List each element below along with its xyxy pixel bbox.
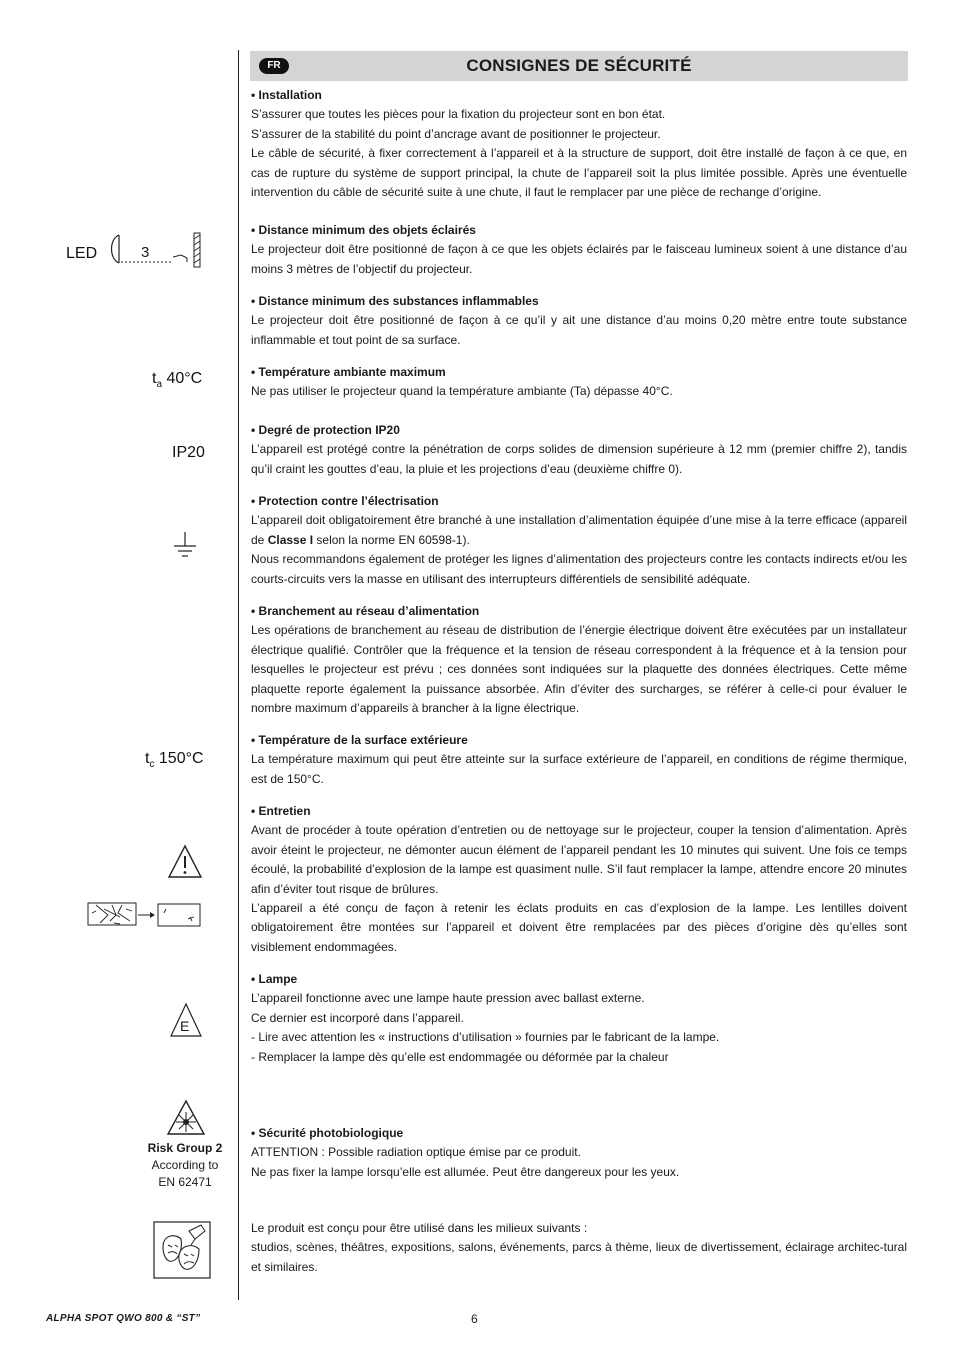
temperature-ambiante-section <box>251 363 907 402</box>
ground-icon <box>172 530 198 565</box>
photobiologique-section <box>251 1124 907 1182</box>
language-badge: FR <box>259 58 289 74</box>
risk-group-block <box>130 1140 240 1191</box>
usage-section <box>251 1219 907 1277</box>
distance-substances-section <box>251 292 907 350</box>
photobiologique-p1: ATTENTION : Possible radiation optique émise par ce produit. <box>251 1145 581 1160</box>
usage-p1: Le produit est conçu pour être utilisé dans les milieux suivants : <box>251 1221 588 1235</box>
section-header <box>250 51 908 81</box>
installation-title: • Installation <box>251 88 322 102</box>
degre-protection-title: • Degré de protection IP20 <box>251 423 400 437</box>
distance-substances-title: • Distance minimum des substances inflammables <box>251 294 539 308</box>
page-number: 6 <box>471 1312 478 1326</box>
distance-objets-p1: Le projecteur doit être positionné de façon à ce que les objets éclairés par le faisceau lumineux soient à une distance d’au moins 3 mètres de l’objectif du projecteur. <box>251 242 907 276</box>
risk-group-label: Risk Group 2 <box>147 1141 223 1155</box>
branchement-title: • Branchement au réseau d’alimentation <box>251 604 480 618</box>
led-label: LED <box>66 245 98 262</box>
temperature-ambiante-title: • Température ambiante maximum <box>251 365 446 379</box>
lampe-p1: L’appareil fonctionne avec une lampe haute pression avec ballast externe. <box>251 991 645 1006</box>
lens-replacement-icon <box>86 897 204 938</box>
installation-section <box>251 86 907 202</box>
theatre-masks-icon <box>153 1221 211 1284</box>
standard-label: EN 62471 <box>158 1175 212 1189</box>
installation-p2: S’assurer de la stabilité du point d’ancrage avant de positionner le projecteur. <box>251 126 661 141</box>
temperature-surface-title: • Température de la surface extérieure <box>251 733 468 747</box>
entretien-p2: L’appareil a été conçu de façon à retenir les éclats produits en cas d’explosion de la lampe. Les lentilles doivent obligatoirement être montées sur l’appareil et doivent être remplacées par des pièces d’origine dès qu’elles sont visiblement endommagées. <box>251 901 907 954</box>
branchement-section <box>251 602 907 718</box>
ambient-temp-symbol: $t_a$ 40°C <box>152 370 203 391</box>
installation-p1: S’assurer que toutes les pièces pour la fixation du projecteur sont en bon état. <box>251 107 666 122</box>
entretien-p1: Avant de procéder à toute opération d’entretien ou de nettoyage sur le projecteur, couper la tension d’alimentation. Après avoir éteint le projecteur, ne démonter aucun élément de l’appareil pendant les 10 minutes qui suivent. Une fois ce temps écoulé, la probabilité d’explosion de la lampe est quasiment nulle. S’il faut remplacer la lampe, attendre encore 20 minutes afin d’éviter tout risque de brûlures. <box>251 823 907 896</box>
protection-electrisation-section <box>251 492 907 589</box>
photobiologique-p2: Ne pas fixer la lampe lorsqu’elle est allumée. Peut être dangereux pour les yeux. <box>251 1164 680 1179</box>
degre-protection-p1: L’appareil est protégé contre la pénétration de corps solides de dimension supérieure à 12 mm (premier chiffre 2), tandis qu’il craint les gouttes d’eau, la pluie et les projections d’eau (deuxième chiffre 0). <box>251 442 907 476</box>
temperature-surface-section <box>251 731 907 789</box>
page-title: CONSIGNES DE SÉCURITÉ <box>466 56 692 75</box>
lampe-p2: Ce dernier est incorporé dans l’appareil. <box>251 1010 464 1025</box>
lampe-section <box>251 970 907 1067</box>
entretien-title: • Entretien <box>251 804 311 818</box>
margin-divider <box>238 50 239 1300</box>
surface-temp-symbol: $t_c$ 150°C <box>145 750 204 771</box>
radiation-warning-icon <box>166 1099 206 1142</box>
installation-p3: Le câble de sécurité, à fixer correctement à l’appareil et à la structure de support, doit être installé de façon à ce que, en cas de rupture du système de support principal, la chute de l’appareil soit la plus limitée possible. Après une éventuelle intervention du câble de sécurité suite à une chute, il faut le remplacer par une pièce de rechange d’origine. <box>251 146 907 200</box>
distance-objets-title: • Distance minimum des objets éclairés <box>251 223 476 237</box>
e-lamp-label: E <box>180 1018 190 1034</box>
protection-electrisation-p1: L’appareil doit obligatoirement être branché à une installation d’alimentation équipée d’une mise à la terre efficace (appareil de Classe I selon la norme EN 60598-1). <box>251 513 907 547</box>
footer-product-name: ALPHA SPOT QWO 800 & “ST” <box>46 1313 201 1324</box>
led-distance-icon <box>101 231 211 276</box>
protection-electrisation-p2: Nous recommandons également de protéger les lignes d’alimentation des projecteurs contre les contacts indirects et/ou les courts-circuits vers la masse en utilisant des interrupteurs différentiels de sensibilité adéquate. <box>251 552 907 586</box>
distance-objets-section <box>251 221 907 279</box>
protection-electrisation-title: • Protection contre l’électrisation <box>251 494 439 508</box>
led-distance-value: 3 <box>141 244 150 261</box>
ip-rating-symbol: IP20 <box>172 444 205 461</box>
photobiologique-title: • Sécurité photobiologique <box>251 1126 404 1140</box>
lampe-p4: - Remplacer la lampe dès qu’elle est endommagée ou déformée par la chaleur <box>251 1049 669 1064</box>
lampe-p3: - Lire avec attention les « instructions d’utilisation » fournies par le fabricant de la lampe. <box>251 1030 720 1045</box>
temperature-ambiante-p1: Ne pas utiliser le projecteur quand la température ambiante (Ta) dépasse 40°C. <box>251 384 673 399</box>
temperature-surface-p1: La température maximum qui peut être atteinte sur la surface extérieure de l’appareil, en conditions de régime thermique, est de 150°C. <box>251 752 907 786</box>
distance-substances-p1: Le projecteur doit être positionné de façon à ce qu’il y ait une distance d’au moins 0,20 mètre entre toute substance inflammable et tout point de sa surface. <box>251 313 907 347</box>
according-to-label: According to <box>151 1158 219 1172</box>
usage-p2: studios, scènes, théâtres, expositions, salons, événements, parcs à thème, lieux de divertissement, éclairage architec-tural et similaires. <box>251 1240 907 1274</box>
entretien-section <box>251 802 907 957</box>
degre-protection-section <box>251 421 907 479</box>
warning-icon <box>167 844 203 885</box>
lampe-title: • Lampe <box>251 972 298 986</box>
branchement-p1: Les opérations de branchement au réseau de distribution de l’énergie électrique doivent être exécutées par un installateur électrique qualifié. Contrôler que la fréquence et la tension de réseau correspondent à la fréquence et à la tension pour lesquelles le projecteur est prévu ; ces données sont indiquées sur la plaquette des données électriques. Cette même plaquette reporte également la puissance absorbée. Afin d’éviter des surcharges, se référer à celle-ci pour évaluer le nombre maximum d’appareils à brancher à la ligne électrique. <box>251 623 907 716</box>
